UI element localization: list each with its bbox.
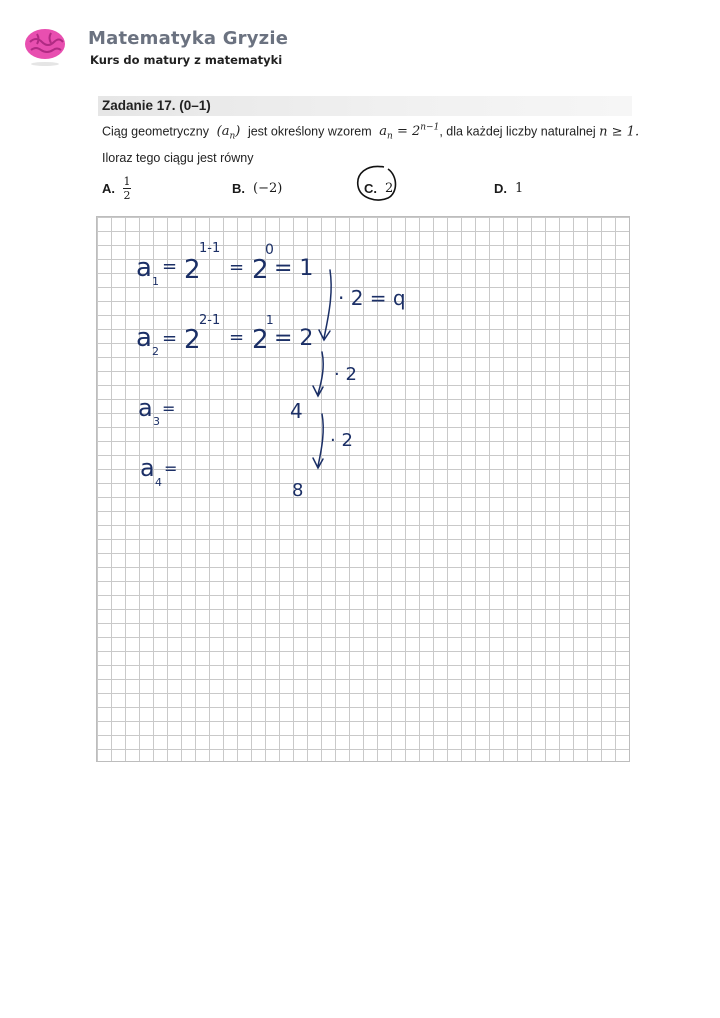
svg-text:2: 2	[184, 255, 201, 285]
svg-text:a: a	[136, 323, 152, 353]
svg-text:8: 8	[292, 480, 304, 501]
answer-a[interactable]: A. $\frac{1}{2}$	[102, 174, 131, 202]
answer-c[interactable]: C. 2	[364, 180, 394, 196]
svg-text:2: 2	[252, 255, 269, 285]
task-block	[102, 96, 640, 167]
task-statement-line1	[102, 119, 640, 146]
svg-text:1: 1	[152, 275, 159, 288]
answer-b[interactable]: B. (−2)	[232, 180, 283, 196]
svg-text:1-1: 1-1	[199, 241, 221, 256]
svg-text:2-1: 2-1	[199, 313, 221, 328]
svg-text:a: a	[138, 394, 153, 422]
svg-text:=: =	[162, 328, 178, 349]
svg-text:= 1: = 1	[274, 256, 314, 281]
task-statement-line2: Iloraz tego ciągu jest równy	[102, 150, 254, 165]
svg-text:0: 0	[265, 242, 274, 258]
statement-suffix: , dla każdej liczby naturalnej	[439, 124, 596, 139]
brand-subtitle: Kurs do matury z matematyki	[90, 53, 283, 67]
svg-text:=: =	[162, 256, 178, 277]
brand-header	[22, 24, 322, 74]
svg-text:=: =	[162, 399, 176, 418]
answer-d[interactable]: D. 1	[494, 180, 524, 196]
svg-text:=: =	[229, 257, 245, 278]
svg-text:= 2: = 2	[274, 326, 314, 351]
statement-mid: jest określony wzorem	[247, 124, 372, 139]
brand-title: Matematyka Gryzie	[88, 28, 289, 49]
sequence-formula: $a_n = 2^{n-1}$	[379, 123, 440, 142]
squared-work-area	[96, 216, 630, 762]
svg-text:4: 4	[155, 476, 162, 489]
svg-text:3: 3	[153, 415, 160, 428]
brain-icon	[22, 24, 68, 70]
svg-text:a: a	[136, 253, 152, 283]
hw-note-2a: · 2	[334, 364, 357, 385]
svg-text:4: 4	[290, 399, 303, 423]
hw-note-q: · 2 = q	[338, 286, 406, 310]
svg-text:=: =	[229, 327, 245, 348]
svg-text:2: 2	[184, 325, 201, 355]
svg-text:1: 1	[266, 313, 274, 327]
selected-answer-circle	[354, 164, 400, 204]
svg-text:=: =	[164, 459, 178, 478]
statement-prefix: Ciąg geometryczny	[102, 124, 209, 139]
task-heading: Zadanie 17. (0–1)	[98, 96, 632, 116]
svg-text:2: 2	[152, 345, 159, 358]
answer-a-fraction: $\frac{1}{2}$	[123, 174, 131, 202]
hw-note-2b: · 2	[330, 430, 353, 451]
sequence-symbol: $(a_n)$	[216, 124, 241, 142]
svg-text:a: a	[140, 454, 155, 482]
condition: n ≥ 1.	[599, 124, 640, 140]
svg-text:2: 2	[252, 325, 269, 355]
